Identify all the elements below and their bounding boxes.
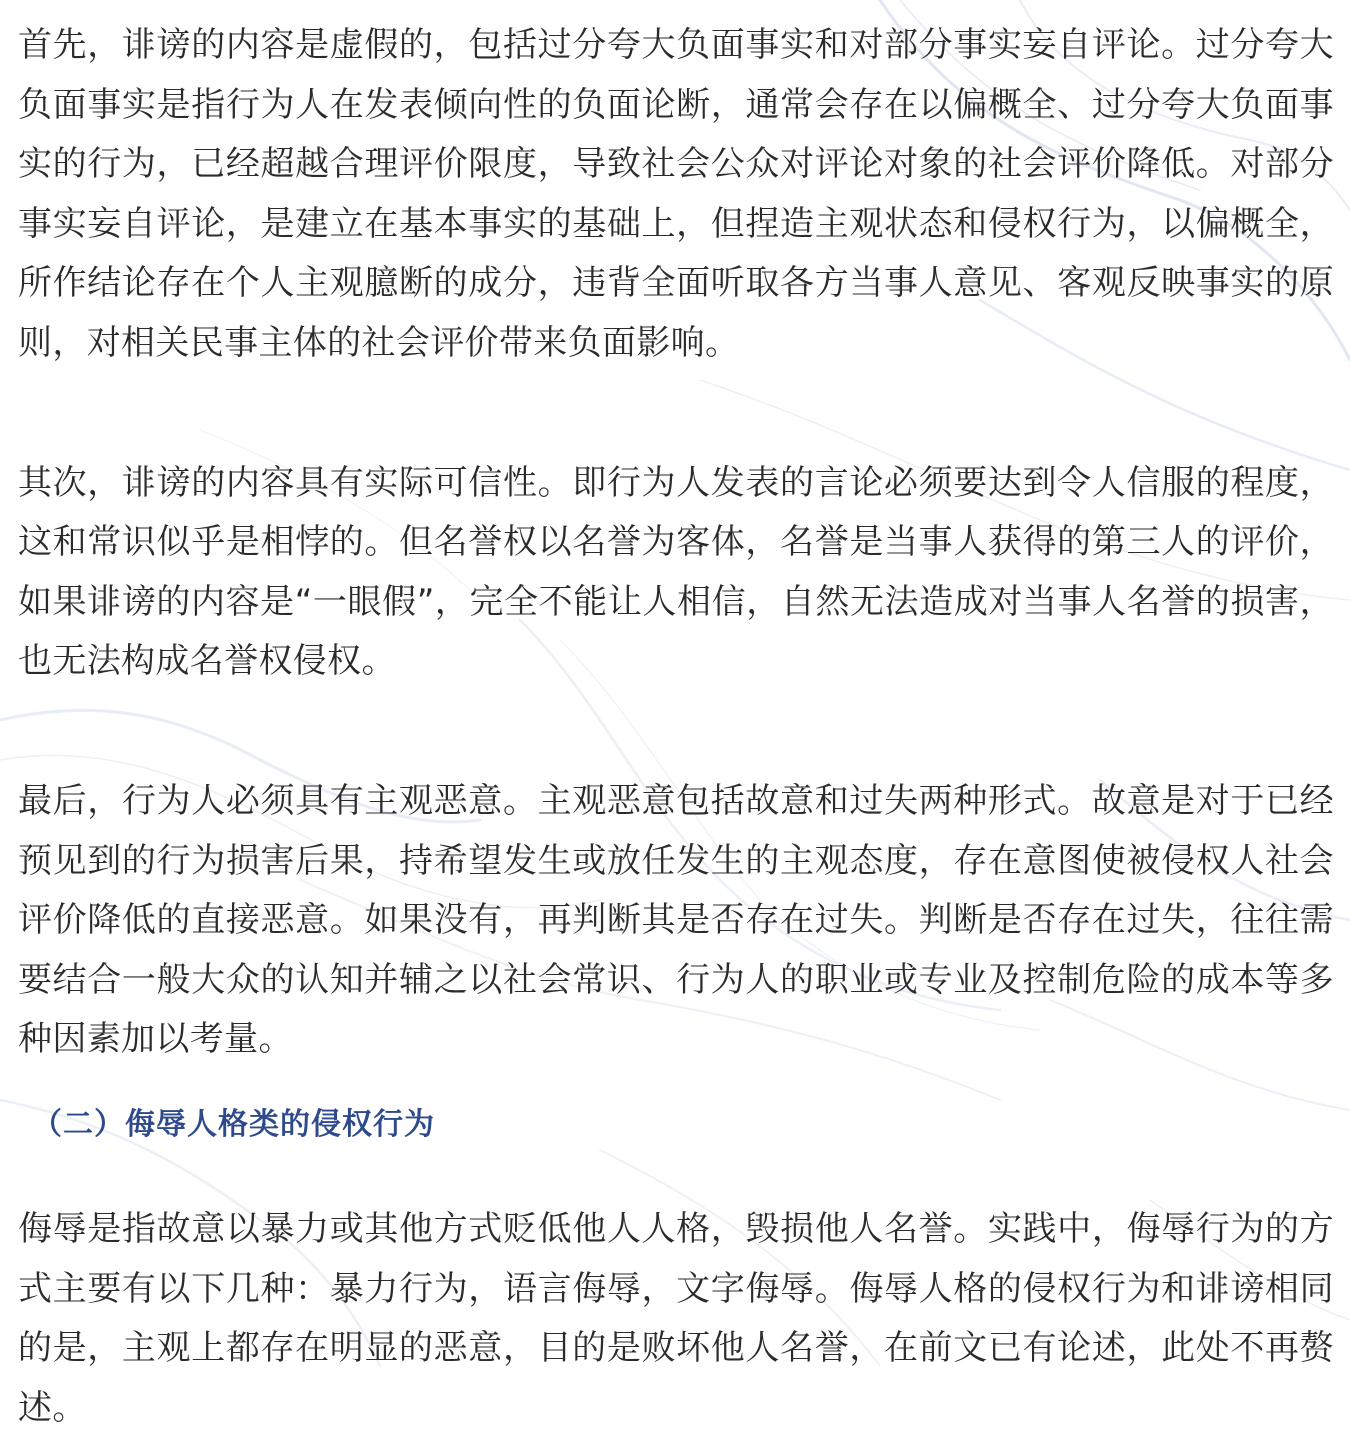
paragraph-insult: 侮辱是指故意以暴力或其他方式贬低他人人格，毁损他人名誉。实践中，侮辱行为的方式主要有以下几种：暴力行为，语言侮辱，文字侮辱。侮辱人格的侵权行为和诽谤相同的是，主观上都存在明显的恶意，目的是败坏他人名誉，在前文已有论述，此处不再赘述。: [18, 1208, 1334, 1428]
section-heading: （二）侮辱人格类的侵权行为: [32, 1106, 435, 1142]
paragraph-credibility: 其次，诽谤的内容具有实际可信性。即行为人发表的言论必须要达到令人信服的程度，这和常识似乎是相悖的。但名誉权以名誉为客体，名誉是当事人获得的第三人的评价，如果诽谤的内容是“一眼假”，完全不能让人相信，自然无法造成对当事人名誉的损害，也无法构成名誉权侵权。: [18, 462, 1334, 682]
paragraph-gap: [18, 374, 1334, 454]
paragraph-falsity: 首先，诽谤的内容是虚假的，包括过分夸大负面事实和对部分事实妄自评论。过分夸大负面事实是指行为人在发表倾向性的负面论断，通常会存在以偏概全、过分夸大负面事实的行为，已经超越合理评价限度，导致社会公众对评论对象的社会评价降低。对部分事实妄自评论，是建立在基本事实的基础上，但捏造主观状态和侵权行为，以偏概全，所作结论存在个人主观臆断的成分，违背全面听取各方当事人意见、客观反映事实的原则，对相关民事主体的社会评价带来负面影响。: [18, 25, 1334, 363]
paragraph-malice: 最后，行为人必须具有主观恶意。主观恶意包括故意和过失两种形式。故意是对于已经预见到的行为损害后果，持希望发生或放任发生的主观态度，存在意图使被侵权人社会评价降低的直接恶意。如果没有，再判断其是否存在过失。判断是否存在过失，往往需要结合一般大众的认知并辅之以社会常识、行为人的职业或专业及控制危险的成本等多种因素加以考量。: [18, 780, 1334, 1060]
article-body: [18, 16, 1334, 1438]
paragraph-gap: [18, 692, 1334, 772]
heading-gap: [18, 1070, 1334, 1098]
heading-gap: [18, 1152, 1334, 1200]
